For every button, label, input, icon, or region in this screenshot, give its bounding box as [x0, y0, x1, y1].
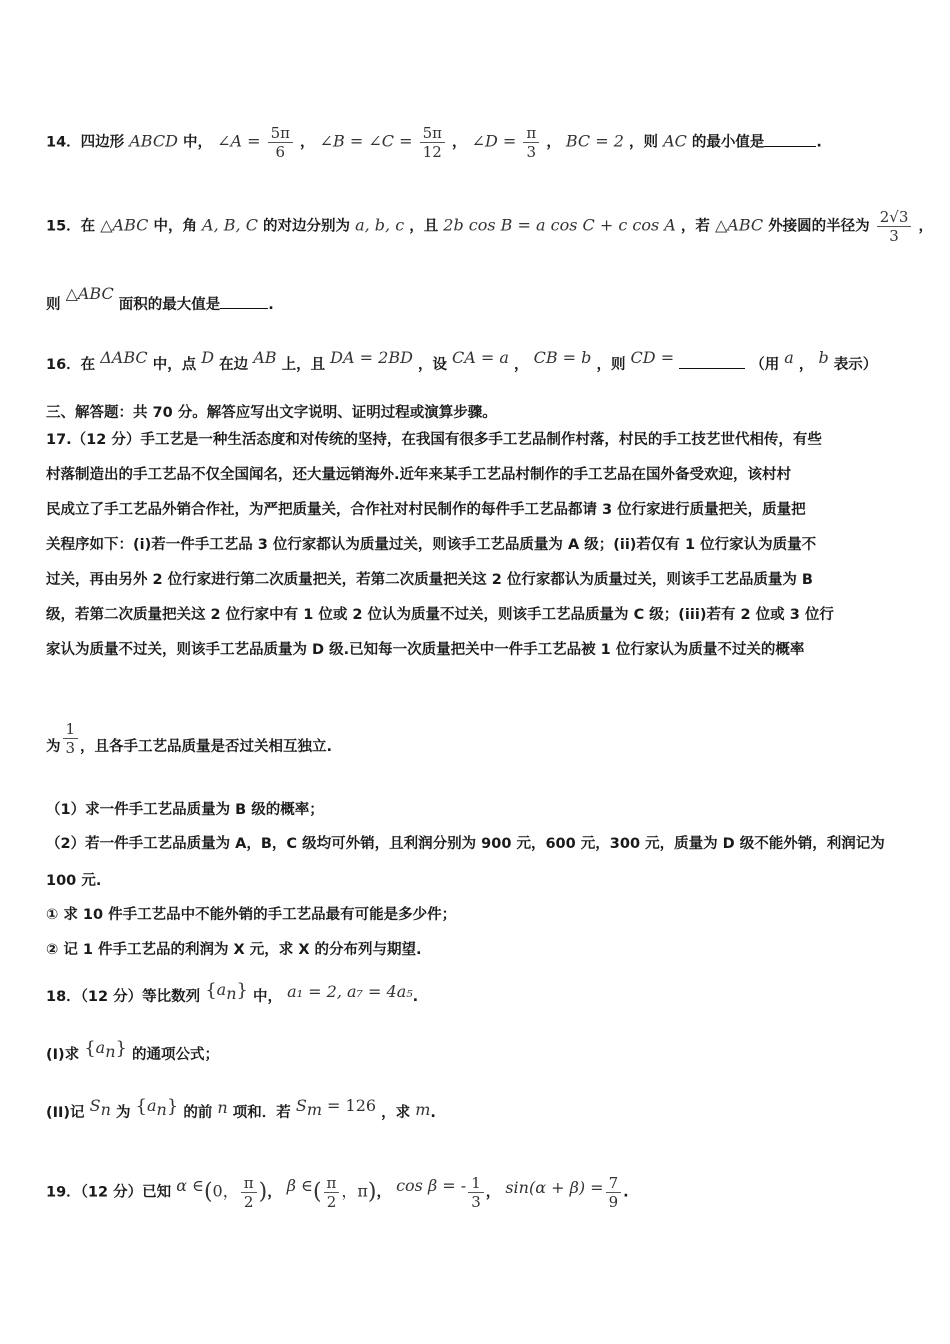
q17-probability-line: 为 $\frac{1}{3}$ ，且各手工艺品质量是否过关相互独立.: [46, 720, 333, 757]
q17-line: 17.（12 分）手工艺是一种生活态度和对传统的坚持，在我国有很多手工艺品制作村落，村民的手工技艺世代相传，有些: [46, 432, 822, 448]
q17-line: 过关，再由另外 2 位行家进行第二次质量把关，若第二次质量把关这 2 位行家都认为质量过关，则该手工艺品质量为 B: [46, 572, 813, 588]
q14-answer-blank[interactable]: [764, 132, 816, 147]
q14-angle-a: ∠A =: [217, 131, 261, 151]
q17-part-2-cont: 100 元.: [46, 873, 102, 889]
q17-part-2-ii: ② 记 1 件手工艺品的利润为 X 元，求 X 的分布列与期望.: [46, 942, 422, 958]
question-15: 15．在 △ABC 中，角 A, B, C 的对边分别为 a, b, c ，且 2b cos B = a cos C + c cos A ，若 △ABC 外接圆的半径为 $\frac{2√3}{3}$ ，: [46, 208, 933, 245]
question-17: [46, 430, 908, 675]
q14-angle-d: ∠D =: [471, 131, 517, 151]
q15-equation: 2b cos B = a cos C + c cos A: [443, 215, 676, 235]
section-heading: 三、解答题：共 70 分。解答应写出文字说明、证明过程或演算步骤。: [46, 405, 497, 421]
q15-number: 15．在: [46, 218, 96, 235]
q14-fraction-d: $\frac{\pi}{3}$: [523, 124, 539, 161]
q17-line: 关程序如下：(i)若一件手工艺品 3 位行家都认为质量过关，则该手工艺品质量为 A 级；(ii)若仅有 1 位行家认为质量不: [46, 537, 817, 553]
q17-part-2: （2）若一件手工艺品质量为 A，B，C 级均可外销，且利润分别为 900 元，600 元，300 元，质量为 D 级不能外销，利润记为: [46, 836, 885, 852]
q17-part-1: （1）求一件手工艺品质量为 B 级的概率；: [46, 802, 324, 818]
q18-number: 18．（12 分）等比数列: [46, 989, 201, 1005]
q14-angle-bc: ∠B = ∠C =: [319, 131, 413, 151]
question-15-cont: 则 △ABC 面积的最大值是 .: [46, 284, 274, 313]
q14-fraction-a: $\frac{5\pi}{6}$: [268, 124, 293, 161]
q14-quad: ABCD: [129, 131, 178, 151]
q16-number: 16．在: [46, 357, 96, 373]
question-18: 18．（12 分）等比数列 $\{a_n\}$ 中， a₁ = 2, a₇ = 4a₅.: [46, 980, 419, 1005]
q18-condition: a₁ = 2, a₇ = 4a₅: [287, 982, 413, 1001]
q14-bc: BC = 2: [565, 131, 624, 151]
q17-part-2-i: ① 求 10 件手工艺品中不能外销的手工艺品最有可能是多少件；: [46, 907, 457, 923]
q14-ac: AC: [663, 131, 687, 151]
q17-line: 民成立了手工艺品外销合作社，为严把质量关，合作社对村民制作的每件手工艺品都请 3 位行家进行质量把关，质量把: [46, 502, 806, 518]
q19-number: 19．（12 分）已知: [46, 1184, 172, 1201]
q17-line: 村落制造出的手工艺品不仅全国闻名，还大量远销海外.近年来某手工艺品村制作的手工艺品在国外备受欢迎，该村村: [46, 467, 792, 483]
question-16: 16．在 ΔABC 中，点 D 在边 AB 上，且 DA = 2BD ，设 CA = a ， CB = b ，则 CD = （用 a ， b 表示）: [46, 348, 878, 373]
question-19: 19．（12 分）已知 α ∈(0， $\frac{\pi}{2}$ )， β ∈( $\frac{\pi}{2}$ ，π)， cos β = - $\frac{1}{3}$ ， sin(α + β) = $\frac{7}{9}$ .: [46, 1174, 629, 1211]
question-14: 14．四边形 ABCD 中， ∠A = $\frac{5\pi}{6}$ ， ∠B = ∠C = $\frac{5\pi}{12}$ ， ∠D = $\frac{\pi}{3}$ ， BC = 2 ，则 AC 的最小值是 .: [46, 124, 822, 161]
q17-line: 级，若第二次质量把关这 2 位行家中有 1 位或 2 位认为质量不过关，则该手工艺品质量为 C 级；(iii)若有 2 位或 3 位行: [46, 607, 834, 623]
q18-part-2: (II)记 $S_n$ 为 $\{a_n\}$ 的前 n 项和．若 $S_m = 126$ ，求 m.: [46, 1096, 436, 1121]
q15-radius-fraction: $\frac{2√3}{3}$: [877, 208, 912, 245]
q16-answer-blank[interactable]: [679, 354, 745, 369]
q14-number: 14．四边形: [46, 134, 125, 151]
q17-probability-fraction: $\frac{1}{3}$: [63, 720, 79, 757]
q17-line: 家认为质量不过关，则该手工艺品质量为 D 级.已知每一次质量把关中一件手工艺品被 1 位行家认为质量不过关的概率: [46, 642, 805, 658]
q14-fraction-b: $\frac{5\pi}{12}$: [420, 124, 445, 161]
q15-answer-blank[interactable]: [220, 294, 268, 309]
q18-part-1: (I)求 $\{a_n\}$ 的通项公式；: [46, 1038, 220, 1063]
